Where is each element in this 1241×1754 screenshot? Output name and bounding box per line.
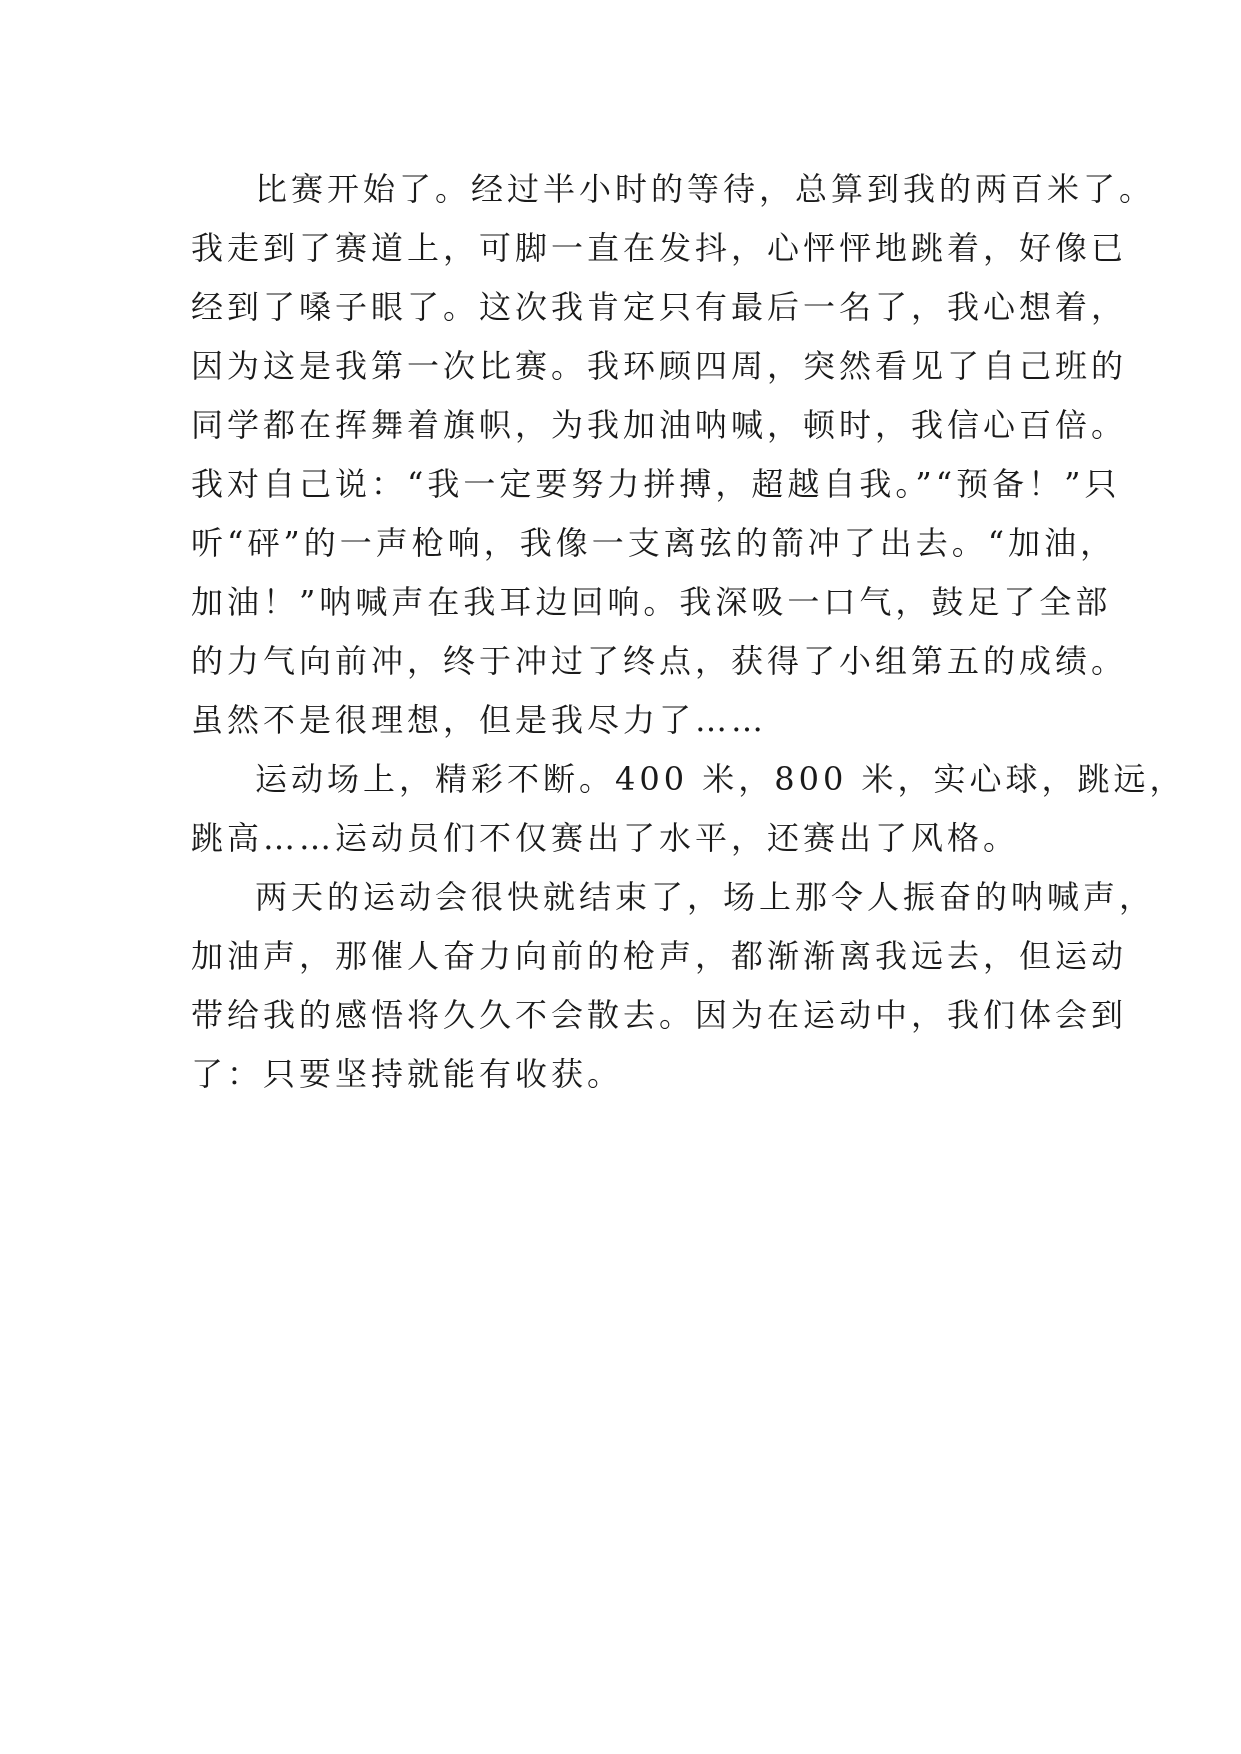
paragraph-1-line-7: 听“砰”的一声枪响，我像一支离弦的箭冲了出去。“加油， xyxy=(191,524,1117,562)
paragraph-1-line-1: 比赛开始了。经过半小时的等待，总算到我的两百米了。 xyxy=(255,170,1156,208)
paragraph-1-line-5: 同学都在挥舞着旗帜，为我加油呐喊，顿时，我信心百倍。 xyxy=(191,406,1128,444)
paragraph-1-line-6: 我对自己说：“我一定要努力拼搏，超越自我。”“预备！”只 xyxy=(191,465,1121,503)
paragraph-3-line-4: 了：只要坚持就能有收获。 xyxy=(191,1055,624,1093)
paragraph-1-line-8: 加油！”呐喊声在我耳边回响。我深吸一口气，鼓足了全部 xyxy=(191,583,1112,621)
paragraph-1-line-10: 虽然不是很理想，但是我尽力了…… xyxy=(191,701,768,739)
essay-body xyxy=(191,160,1186,1104)
paragraph-2-line-1: 运动场上，精彩不断。400 米，800 米，实心球，跳远， xyxy=(255,760,1186,798)
paragraph-3-line-3: 带给我的感悟将久久不会散去。因为在运动中，我们体会到 xyxy=(191,996,1128,1034)
paragraph-1-line-3: 经到了嗓子眼了。这次我肯定只有最后一名了，我心想着， xyxy=(191,288,1128,326)
paragraph-2-line-2: 跳高……运动员们不仅赛出了水平，还赛出了风格。 xyxy=(191,819,1020,857)
paragraph-1-line-2: 我走到了赛道上，可脚一直在发抖，心怦怦地跳着，好像已 xyxy=(191,229,1128,267)
paragraph-1-line-9: 的力气向前冲，终于冲过了终点，获得了小组第五的成绩。 xyxy=(191,642,1128,680)
paragraph-3-line-2: 加油声，那催人奋力向前的枪声，都渐渐离我远去，但运动 xyxy=(191,937,1128,975)
paragraph-3-line-1: 两天的运动会很快就结束了，场上那令人振奋的呐喊声， xyxy=(255,878,1156,916)
paragraph-1-line-4: 因为这是我第一次比赛。我环顾四周，突然看见了自己班的 xyxy=(191,347,1128,385)
